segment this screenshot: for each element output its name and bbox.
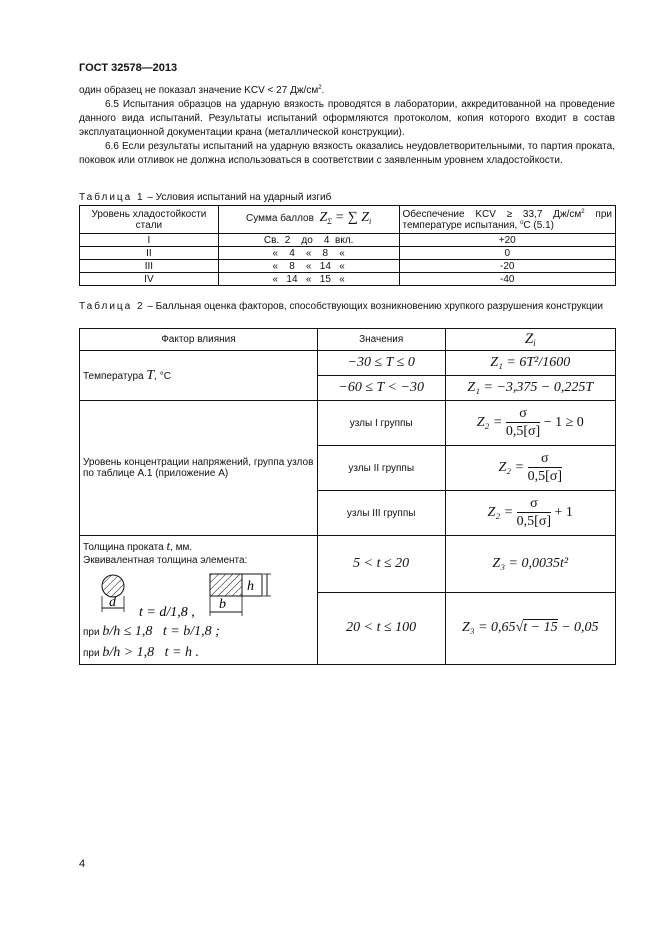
cell-condition: −60 ≤ T < −30 — [317, 376, 445, 401]
cond-formula: b/h ≤ 1,8 t = b/1,8 ; — [102, 624, 220, 639]
sketch-formula: t = d/1,8 , — [139, 605, 195, 620]
paragraph-continuation — [79, 84, 615, 98]
cell-temp: +20 — [399, 234, 616, 247]
thickness-var: t — [166, 538, 171, 553]
table-row — [80, 536, 616, 593]
formula-sub-i: i — [369, 217, 372, 226]
table-2 — [79, 328, 616, 665]
sqrt-sign: √ — [515, 620, 524, 636]
cond-pre: при — [83, 648, 103, 659]
zi-sub: i — [533, 338, 536, 348]
kcv-sup: 2 — [581, 208, 585, 215]
temperature-unit: , °C — [154, 370, 171, 382]
fraction-den: 0,5[σ] — [516, 514, 552, 529]
continuation-end: . — [321, 85, 325, 96]
formula-tail: + 1 — [551, 505, 573, 521]
cell-formula — [445, 592, 616, 664]
section-sketch — [83, 568, 283, 620]
thickness-line1 — [83, 539, 314, 554]
formula-part-b: − 0,05 — [557, 620, 599, 636]
table1-caption-prefix: Таблица 1 — [79, 192, 145, 203]
paragraph-6-5: 6.5 Испытания образцов на ударную вязкость проводятся в лаборатории, аккредитованной на проведение данного вида испытаний. Результаты испытаний оформляются протоколом, копия которого входит в состав эксплуатационной документации крана (металлической конструкции). — [79, 99, 615, 138]
fraction-num: σ — [517, 496, 551, 513]
cell-condition: 5 < t ≤ 20 — [317, 536, 445, 593]
zi-symbol: Z — [524, 331, 534, 347]
cell-level: IV — [80, 273, 219, 286]
table-row — [80, 247, 616, 260]
cell-formula — [445, 401, 616, 446]
condition-a — [83, 622, 314, 643]
cell-condition: узлы II группы — [317, 446, 445, 491]
table1-col-kcv — [399, 206, 616, 234]
temperature-var: T — [146, 367, 155, 383]
degree-sup: o — [520, 219, 524, 226]
table-1 — [79, 205, 616, 286]
cell-level: I — [80, 234, 219, 247]
cell-temp: 0 — [399, 247, 616, 260]
fraction-num: σ — [506, 406, 540, 423]
table-row — [80, 234, 616, 247]
page-number: 4 — [79, 858, 86, 870]
table2-caption-text: – Балльная оценка факторов, способствующих возникновению хрупкого разрушения конструкции — [144, 301, 603, 312]
table1-col-sum-label: Сумма баллов — [246, 213, 314, 224]
fraction — [517, 496, 551, 530]
rect-bar-sketch — [210, 574, 242, 596]
table1-caption — [79, 191, 615, 204]
cond-formula: b/h > 1,8 t = h . — [102, 645, 200, 660]
cell-sum: Св. 2 до 4 вкл. — [218, 234, 399, 247]
table-row — [80, 260, 616, 273]
thickness-cell — [80, 536, 318, 665]
formula-sub-sigma: Σ — [327, 217, 333, 226]
cell-formula: Z₁ = −3,375 − 0,225T — [445, 376, 616, 401]
table-row — [80, 351, 616, 376]
table-row — [80, 273, 616, 286]
cell-level: III — [80, 260, 219, 273]
formula-lhs: Z₂ = — [498, 460, 525, 476]
table2-col-values: Значения — [317, 329, 445, 351]
table2-caption — [79, 300, 615, 313]
fraction-den: 0,5[σ] — [527, 469, 562, 484]
cell-formula: Z₃ = 0,0035t² — [445, 536, 616, 593]
fraction-den: 0,5[σ] — [505, 424, 541, 439]
thickness-unit: , мм. — [170, 542, 193, 553]
cell-temp: -20 — [399, 260, 616, 273]
paragraph-6-6: 6.6 Если результаты испытаний на ударную вязкость оказались неудовлетворительными, то партия проката, поковок или отливок не должна использоваться в соответствии с заявленным уровнем хладостойкости. — [79, 141, 615, 166]
kcv-text: Обеспечение KCV ≥ 33,7 Дж/см — [402, 208, 582, 220]
condition-b — [83, 643, 314, 664]
sketch-label-d: d — [109, 595, 116, 610]
table1-col-level: Уровень хладостойкости стали — [80, 206, 219, 234]
temperature-label-cell — [80, 351, 318, 401]
formula-sum: = ∑ Z — [334, 210, 370, 225]
superscript: 2 — [318, 85, 322, 91]
table2-caption-prefix: Таблица 2 — [79, 301, 145, 312]
cond-pre: при — [83, 627, 103, 638]
formula-z: Z — [319, 210, 328, 225]
sketch-label-b: b — [219, 597, 226, 612]
sqrt-radicand: t − 15 — [523, 620, 558, 636]
cell-sum: « 4 « 8 « — [218, 247, 399, 260]
round-bar-sketch — [102, 575, 124, 597]
formula-lhs: Z₂ = — [476, 415, 503, 431]
continuation-text: один образец не показал значение KCV < 27 Дж/см — [79, 85, 319, 96]
table1-header-row — [80, 206, 616, 234]
thickness-line2: Эквивалентная толщина элемента: — [83, 555, 248, 566]
table2-header-row — [80, 329, 616, 351]
formula-part: Z₃ = 0,65 — [461, 620, 516, 636]
cell-condition: 20 < t ≤ 100 — [317, 592, 445, 664]
table1-caption-text: – Условия испытаний на ударный изгиб — [144, 192, 332, 203]
cell-formula — [445, 491, 616, 536]
cell-sum: « 14 « 15 « — [218, 273, 399, 286]
cell-formula — [445, 446, 616, 491]
table-row — [80, 401, 616, 446]
cell-condition: −30 ≤ T ≤ 0 — [317, 351, 445, 376]
cell-temp: -40 — [399, 273, 616, 286]
cell-formula: Z₁ = 6T²/1600 — [445, 351, 616, 376]
document-header: ГОСТ 32578—2013 — [79, 62, 178, 74]
cell-condition: узлы I группы — [317, 401, 445, 446]
fraction — [528, 451, 562, 485]
table2-col-zi — [445, 329, 616, 351]
cell-level: II — [80, 247, 219, 260]
sketch-label-h: h — [247, 579, 254, 594]
cell-sum: « 8 « 14 « — [218, 260, 399, 273]
kcv-text-b: при температуре испытания, — [402, 208, 612, 231]
temperature-label: Температура — [83, 370, 144, 382]
stress-label-cell: Уровень концентрации напряжений, группа узлов по таблице А.1 (приложение А) — [80, 401, 318, 536]
cell-condition: узлы III группы — [317, 491, 445, 536]
thickness-text: Толщина проката — [83, 542, 167, 553]
kcv-text-c: C (5.1) — [523, 219, 554, 231]
formula-tail: − 1 ≥ 0 — [540, 415, 584, 431]
fraction — [506, 406, 540, 440]
fraction-num: σ — [528, 451, 562, 468]
table1-col-sum — [218, 206, 399, 234]
formula-lhs: Z₂ = — [487, 505, 514, 521]
table2-col-factor: Фактор влияния — [80, 329, 318, 351]
